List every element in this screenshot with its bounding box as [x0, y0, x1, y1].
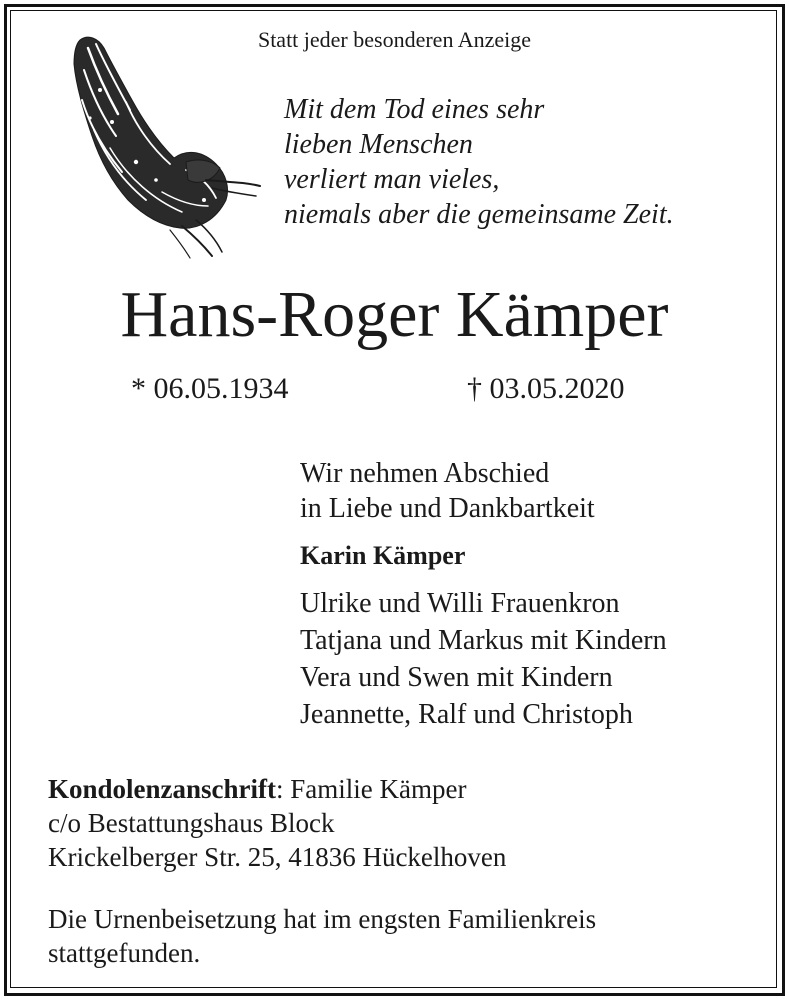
intro-line: Statt jeder besonderen Anzeige [257, 27, 532, 52]
address-line: c/o Bestattungshaus Block [48, 808, 335, 838]
farewell-line: in Liebe und Dankbartkeit [300, 493, 595, 524]
quote-line: verliert man vieles, [284, 164, 500, 195]
farewell-text [300, 456, 595, 526]
note-line: stattgefunden. [48, 938, 201, 968]
birth-date: * 06.05.1934 [131, 372, 289, 405]
condolence-line [48, 772, 506, 806]
death-date: † 03.05.2020 [467, 372, 625, 405]
family-line: Vera und Swen mit Kindern [300, 662, 613, 693]
farewell-line: Wir nehmen Abschied [300, 458, 550, 489]
family-line: Tatjana und Markus mit Kindern [300, 625, 667, 656]
address-line: Krickelberger Str. 25, 41836 Hückelhoven [48, 842, 507, 872]
deceased-name: Hans-Roger Kämper [120, 278, 669, 351]
quote-line: lieben Menschen [284, 129, 473, 160]
quote-line: niemals aber die gemeinsame Zeit. [284, 199, 674, 230]
family-list [300, 585, 667, 733]
praying-hands-icon [66, 30, 266, 262]
quote-line: Mit dem Tod eines sehr [284, 94, 545, 125]
memorial-quote [284, 92, 674, 232]
family-line: Jeannette, Ralf und Christoph [300, 699, 633, 730]
condolence-address [48, 772, 506, 874]
principal-mourner: Karin Kämper [300, 541, 466, 570]
note-line: Die Urnenbeisetzung hat im engsten Familienkreis [48, 904, 597, 934]
burial-note [48, 902, 596, 970]
family-line: Ulrike und Willi Frauenkron [300, 588, 620, 619]
condolence-label: Kondolenzanschrift [48, 774, 277, 804]
condolence-recipient: : Familie Kämper [276, 774, 467, 804]
